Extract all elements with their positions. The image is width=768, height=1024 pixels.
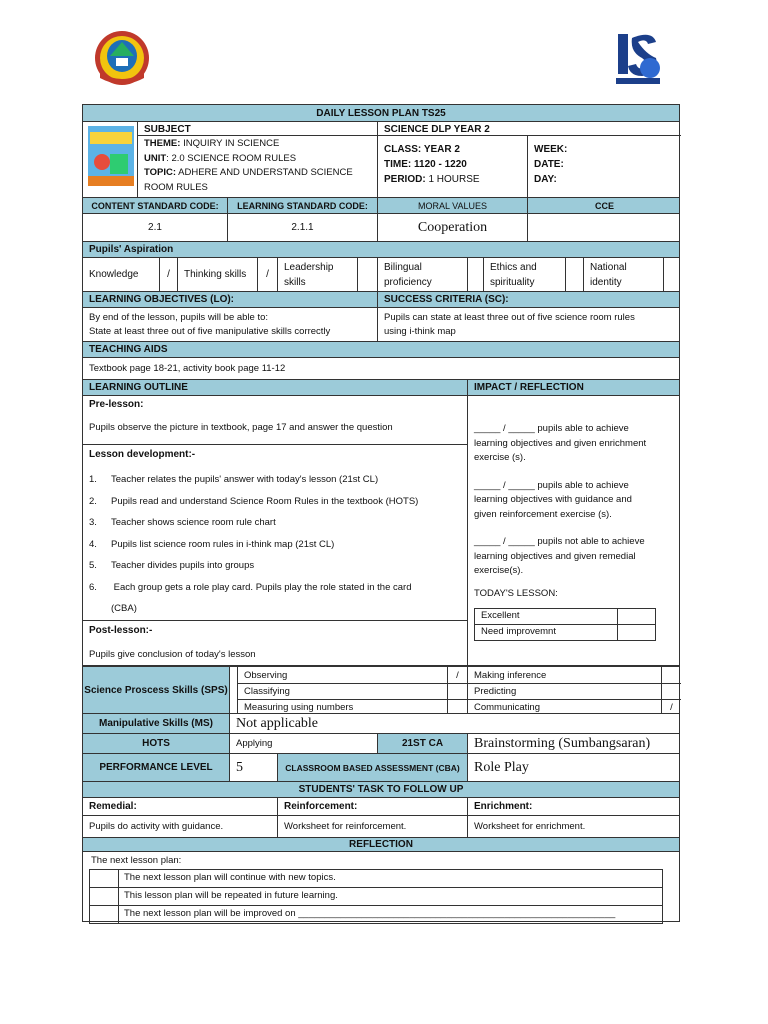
reflection-title: REFLECTION — [82, 838, 680, 852]
theme-label: THEME: — [144, 138, 181, 149]
aspiration-ethics: Ethics and — [490, 262, 537, 273]
day-label: DAY: — [534, 174, 557, 185]
sc-title: SUCCESS CRITERIA (SC): — [377, 292, 681, 307]
subject-label: SUBJECT — [144, 123, 191, 135]
todays-lesson-label: TODAY'S LESSON: — [474, 587, 558, 599]
sps-inference: Making inference — [468, 667, 661, 684]
class-label: CLASS: YEAR 2 — [384, 144, 460, 155]
impact-p3-a: _____ / _____ pupils not able to achieve — [474, 536, 645, 547]
cba-value: Role Play — [467, 754, 681, 781]
reinforcement-text: Worksheet for reinforcement. — [277, 816, 467, 837]
post-lesson-text: Pupils give conclusion of today's lesson — [89, 648, 256, 660]
learning-code-label: LEARNING STANDARD CODE: — [227, 198, 377, 213]
sc-line-2: using i-think map — [384, 326, 456, 337]
lo-line-2: State at least three out of five manipulative skills correctly — [89, 326, 331, 337]
impact-p2-c: given reinforcement exercise (s). — [474, 508, 612, 520]
reflection-option-2: This lesson plan will be repeated in future learning. — [124, 890, 338, 901]
impact-p1-a: _____ / _____ pupils able to achieve — [474, 423, 629, 434]
sps-observing-mark: / — [448, 667, 467, 684]
aspiration-knowledge: Knowledge — [89, 269, 139, 280]
textbook-cover-image — [88, 126, 134, 186]
theme-value: INQUIRY IN SCIENCE — [183, 138, 280, 149]
aspiration-leadership: Leadership — [284, 262, 334, 273]
impact-p3-c: exercise(s). — [474, 565, 524, 576]
objectives-body — [82, 308, 680, 342]
teaching-aids-title: TEACHING AIDS — [82, 342, 680, 358]
unit-value: : 2.0 SCIENCE ROOM RULES — [166, 152, 297, 164]
improve-label: Need improvemnt — [481, 626, 556, 637]
subject-block — [82, 122, 680, 198]
impact-p1-b: learning objectives and given enrichment — [474, 437, 647, 449]
reinforcement-label: Reinforcement: — [277, 798, 467, 815]
aspiration-leadership-2: skills — [284, 277, 306, 288]
outline-body — [82, 396, 680, 666]
ts25-logo — [612, 30, 664, 90]
aspiration-thinking-mark: / — [257, 258, 277, 291]
outline-title: LEARNING OUTLINE — [89, 382, 188, 393]
sps-row — [82, 666, 680, 714]
performance-row — [82, 754, 680, 782]
period-value: 1 HOURSE — [428, 174, 480, 185]
topic-value-1: ADHERE AND UNDERSTAND SCIENCE — [178, 167, 353, 178]
lesson-dev-title: Lesson development:- — [83, 444, 467, 467]
step-5: 5. Teacher divides pupils into groups — [89, 560, 255, 571]
impact-p2-b: learning objectives with guidance and — [474, 494, 632, 505]
sps-communicating: Communicating — [474, 702, 540, 713]
remedial-label: Remedial: — [89, 801, 137, 812]
cce-label: CCE — [527, 198, 681, 213]
enrichment-label: Enrichment: — [467, 798, 681, 815]
reflection-check-2[interactable] — [90, 888, 119, 905]
aspiration-national: National — [590, 262, 627, 273]
sps-measuring: Measuring using numbers — [244, 702, 354, 713]
hots-row — [82, 734, 680, 754]
step-3: 3. Teacher shows science room rule chart — [89, 517, 276, 528]
aspiration-thinking: Thinking skills — [177, 258, 257, 291]
topic-value-2: ROOM RULES — [144, 181, 208, 193]
learning-code-value: 2.1.1 — [227, 214, 377, 241]
cce-value — [527, 214, 681, 241]
daily-lesson-plan — [82, 104, 680, 922]
aspiration-row — [82, 258, 680, 292]
topic-label: TOPIC: — [144, 167, 177, 178]
content-code-label: CONTENT STANDARD CODE: — [91, 200, 219, 211]
time-label: TIME: 1120 - 1220 — [384, 159, 467, 170]
excellent-label: Excellent — [481, 610, 520, 621]
sc-line-1: Pupils can state at least three out of five science room rules — [384, 312, 635, 323]
date-label: DATE: — [534, 159, 564, 170]
outline-header — [82, 380, 680, 396]
moral-values-label: MORAL VALUES — [377, 198, 527, 213]
hots-value: Applying — [229, 734, 377, 753]
cba-title: CLASSROOM BASED ASSESSMENT (CBA) — [277, 754, 467, 781]
impact-p2-a: _____ / _____ pupils able to achieve — [474, 479, 629, 491]
post-lesson-title: Post-lesson:- — [83, 620, 467, 643]
task-body — [82, 816, 680, 838]
impact-p1-c: exercise (s). — [474, 452, 526, 463]
unit-label: UNIT — [144, 152, 167, 164]
step-4: 4. Pupils list science room rules in i-think map (21st CL) — [89, 538, 335, 550]
aspiration-ethics-2: spirituality — [490, 277, 535, 288]
step-6: 6. Each group gets a role play card. Pupils play the role stated in the card — [89, 581, 412, 593]
ms-title: Manipulative Skills (MS) — [83, 714, 229, 733]
week-label: WEEK: — [534, 144, 568, 155]
lesson-steps — [83, 467, 467, 620]
reflection-option-3: The next lesson plan will be improved on ____________________________________________________________ — [124, 908, 616, 919]
content-code-value: 2.1 — [148, 222, 162, 233]
sps-observing: Observing — [238, 667, 447, 684]
standards-values — [82, 214, 680, 242]
sps-predicting: Predicting — [468, 684, 661, 700]
objectives-header — [82, 292, 680, 308]
lo-line-1: By end of the lesson, pupils will be able to: — [89, 312, 269, 323]
aspiration-bilingual-2: proficiency — [384, 277, 432, 288]
period-label: PERIOD: — [384, 174, 426, 185]
aspiration-national-2: identity — [590, 277, 622, 288]
enrichment-text: Worksheet for enrichment. — [467, 816, 681, 837]
plan-title: DAILY LESSON PLAN TS25 — [82, 104, 680, 122]
step-1: 1. Teacher relates the pupils' answer with today's lesson (21st CL) — [89, 474, 379, 485]
ca-title: 21ST CA — [377, 734, 467, 753]
sps-title: Science Proscess Skills (SPS) — [83, 667, 229, 713]
reflection-body — [82, 852, 680, 922]
ca-value: Brainstorming (Sumbangsaran) — [467, 734, 681, 753]
performance-value: 5 — [229, 754, 277, 781]
aspiration-knowledge-mark: / — [159, 258, 177, 291]
reflection-check-3[interactable] — [90, 906, 119, 923]
standards-header — [82, 198, 680, 214]
pre-lesson-text: Pupils observe the picture in textbook, page 17 and answer the question — [89, 422, 393, 433]
school-crest-logo — [92, 28, 152, 88]
remedial-text: Pupils do activity with guidance. — [89, 821, 224, 832]
moral-value: Cooperation — [377, 214, 527, 241]
todays-lesson-table — [474, 608, 656, 641]
subject-value: SCIENCE DLP YEAR 2 — [384, 123, 490, 135]
task-header — [82, 798, 680, 816]
hots-title: HOTS — [83, 734, 229, 753]
performance-title: PERFORMANCE LEVEL — [83, 754, 229, 781]
step-2: 2. Pupils read and understand Science Room Rules in the textbook (HOTS) — [89, 495, 419, 507]
aspiration-title: Pupils' Aspiration — [82, 242, 680, 258]
impact-p3-b: learning objectives and given remedial — [474, 550, 636, 562]
lo-title: LEARNING OBJECTIVES (LO): — [89, 294, 235, 305]
reflection-options — [89, 869, 663, 924]
step-6-cont: (CBA) — [111, 603, 137, 614]
aspiration-bilingual: Bilingual — [384, 262, 422, 273]
reflection-option-1: The next lesson plan will continue with new topics. — [124, 872, 336, 883]
pre-lesson-title: Pre-lesson: — [89, 399, 144, 410]
reflection-check-1[interactable] — [90, 870, 119, 887]
task-title: STUDENTS' TASK TO FOLLOW UP — [82, 782, 680, 798]
sps-classifying: Classifying — [238, 684, 447, 700]
reflection-intro: The next lesson plan: — [91, 855, 182, 866]
ms-value: Not applicable — [229, 714, 681, 733]
ms-row — [82, 714, 680, 734]
sps-communicating-mark: / — [670, 702, 673, 713]
teaching-aids-text: Textbook page 18-21, activity book page 11-12 — [82, 358, 680, 380]
impact-title: IMPACT / REFLECTION — [467, 380, 681, 395]
